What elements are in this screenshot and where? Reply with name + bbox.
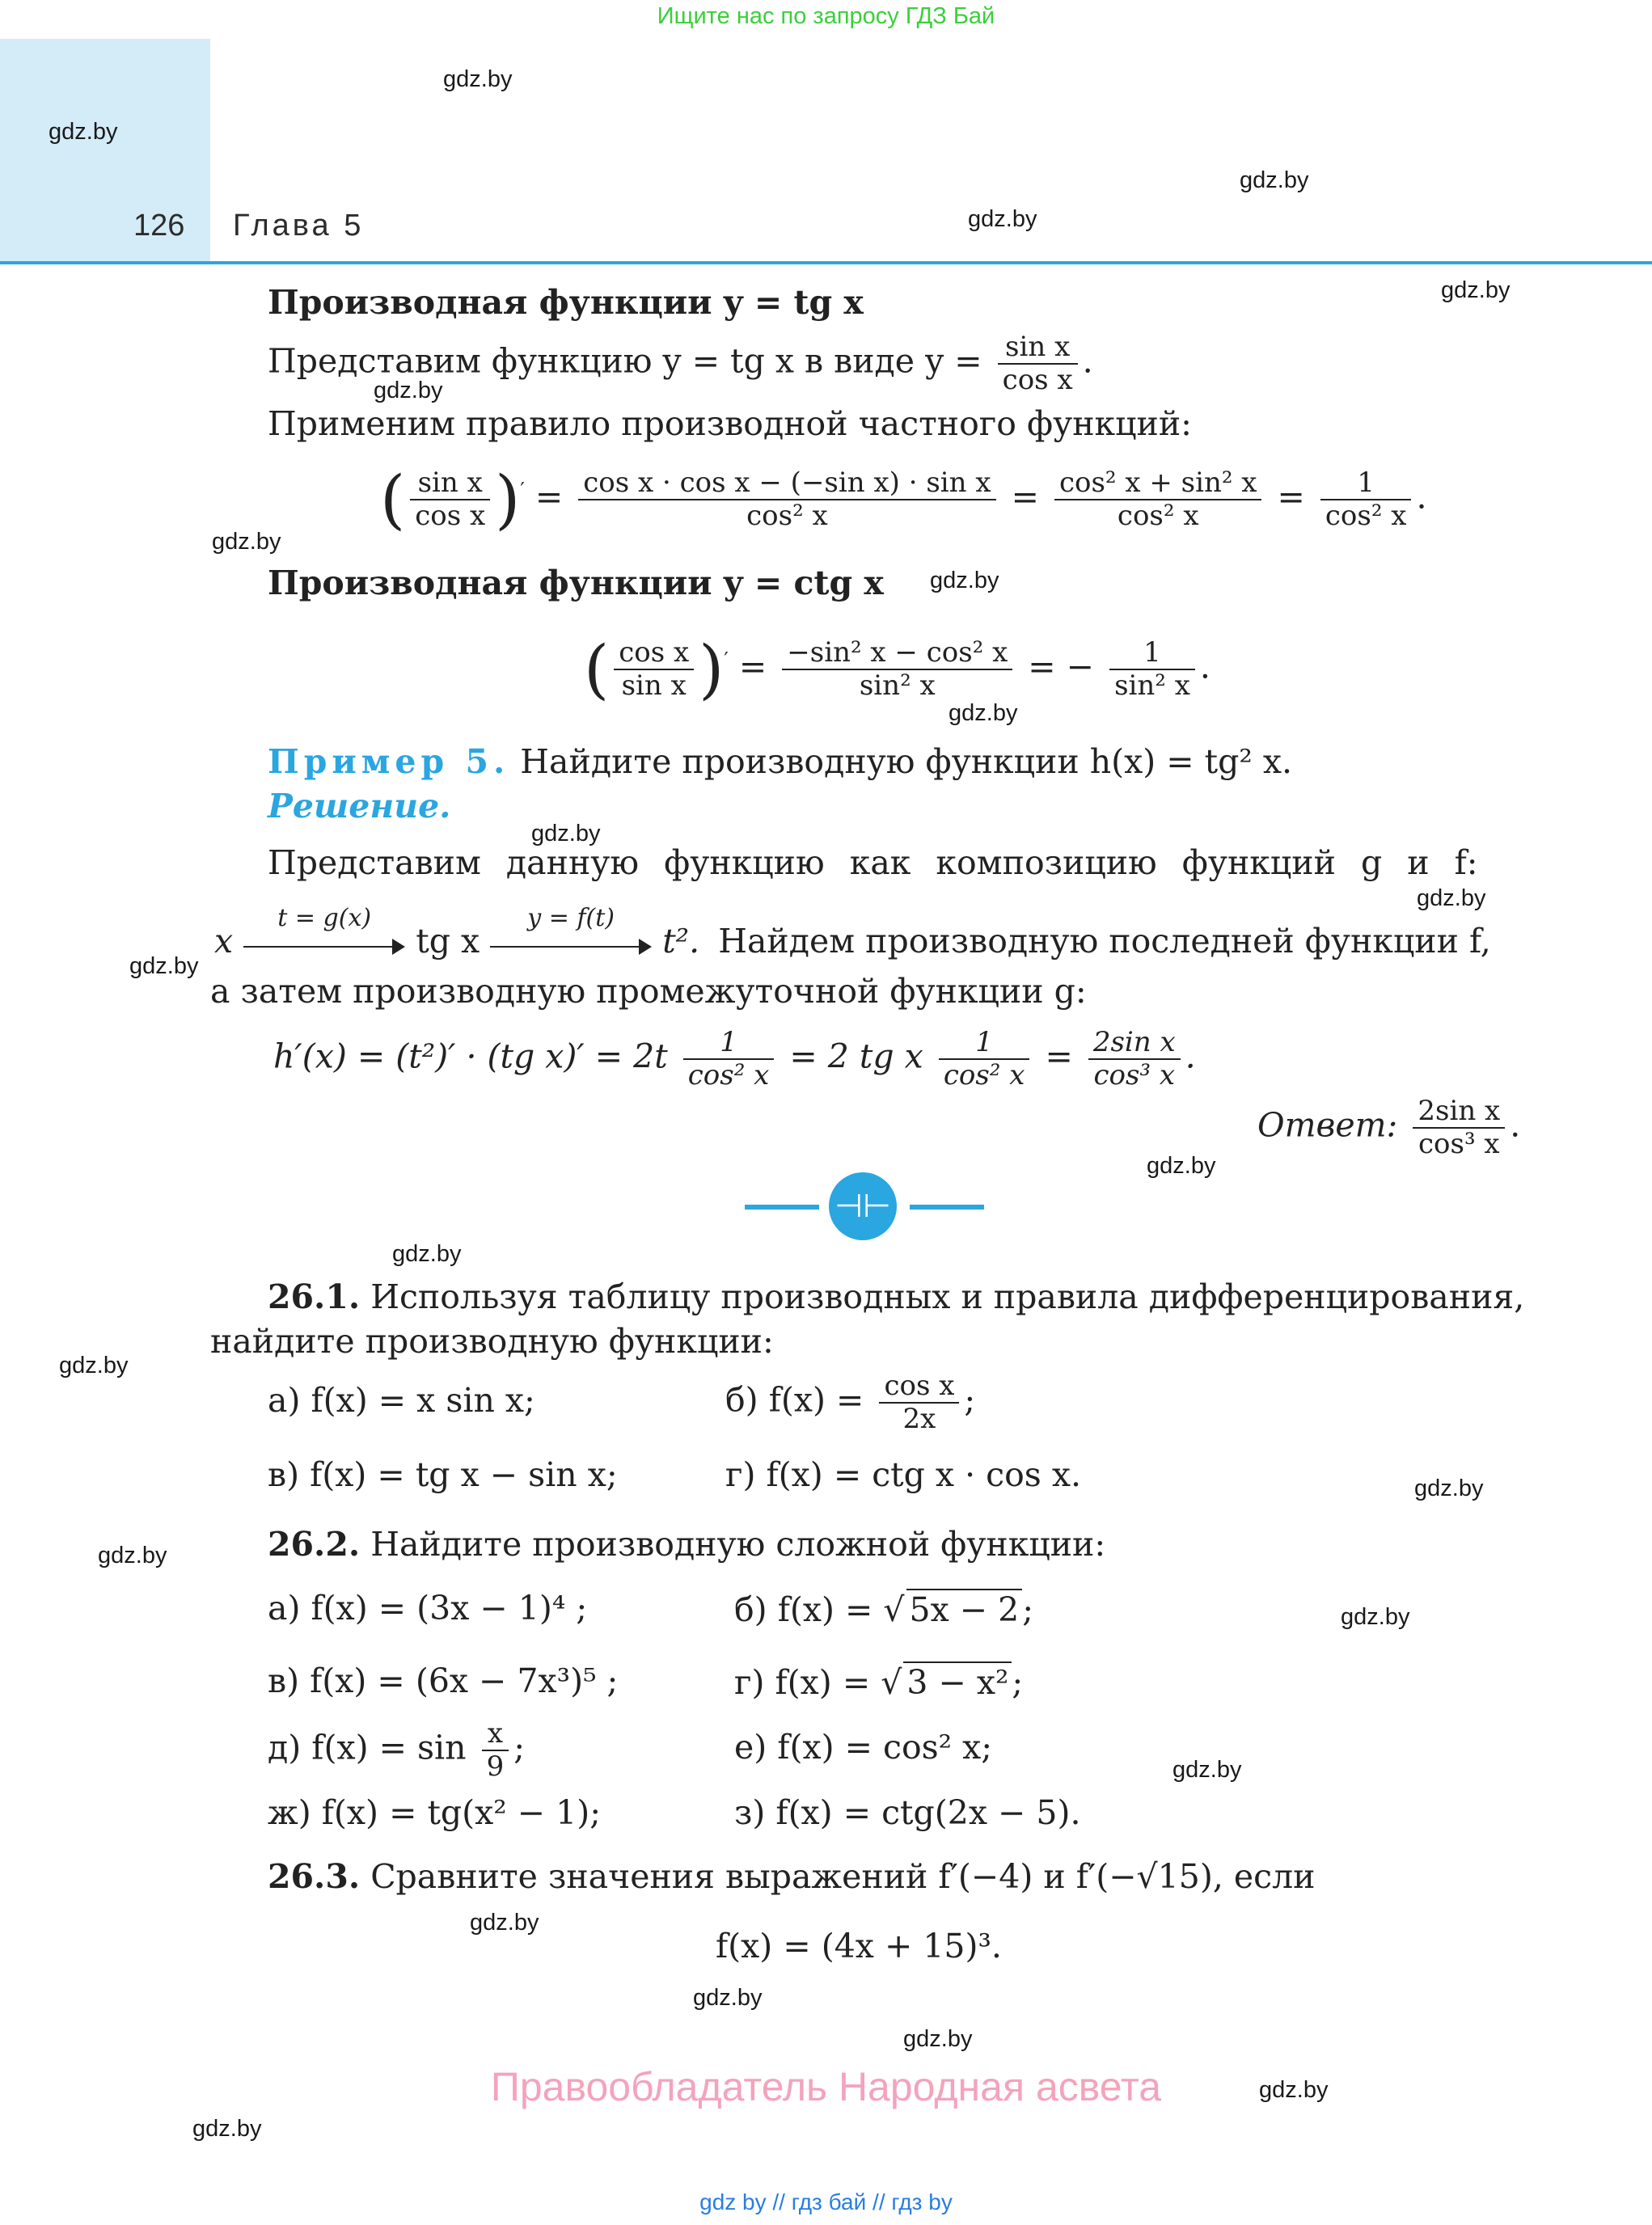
watermark: gdz.by [374,378,443,403]
ex-26-2-v: в) f(x) = (6x − 7x³)⁵ ; [268,1661,619,1700]
exercise-26-1: 26.1. Используя таблицу производных и правила дифференцирования, [268,1277,1525,1316]
watermark: gdz.by [192,2116,262,2142]
ex-26-2-z: з) f(x) = ctg(2x − 5). [734,1793,1081,1832]
answer-label: Ответ: [1257,1105,1398,1145]
watermark: gdz.by [949,700,1018,726]
exercise-26-3: 26.3. Сравните значения выражений f′(−4) и f′(−√15), если [268,1857,1316,1896]
example-label: Пример 5. [268,742,510,781]
ex-26-1-g: г) f(x) = ctg x · cos x. [725,1455,1082,1494]
arrow-f: y = f(t) [490,928,652,961]
watermark: gdz.by [1240,167,1309,193]
tg-derivative-formula: ( $\frac{\text{sin x}}{\text{cos x}}$ )′ = $\frac{\text{cos x · cos x − (−sin x) · sin x}}{\text{cos² x}}$ = $\frac{\text{cos² x + sin² x}}{\text{cos² x}}$ = $\frac{1}{\text{cos² x}}$ . [380,462,1427,537]
watermark: gdz.by [693,1985,763,2011]
watermark: gdz.by [59,1353,129,1378]
ex-26-1-v: в) f(x) = tg x − sin x; [268,1455,618,1494]
arrow-g: t = g(x) [243,928,405,961]
answer: Ответ: $\frac{\text{2sin x}}{\text{cos³ x}}$ . [1257,1095,1521,1161]
watermark: gdz.by [1172,1757,1242,1783]
tg-intro: Представим функцию y = tg x в виде y = $\frac{\text{sin x}}{\text{cos x}}$ . [268,331,1093,397]
top-banner[interactable]: Ищите нас по запросу ГДЗ Бай [657,3,995,29]
page-number: 126 [133,209,185,243]
ex-26-2-b: б) f(x) = √ 5x − 2; [734,1590,1034,1629]
watermark: gdz.by [1417,885,1486,911]
watermark: gdz.by [1414,1476,1484,1501]
watermark: gdz.by [212,529,281,555]
watermark: gdz.by [1147,1153,1216,1179]
watermark: gdz.by [1341,1604,1410,1630]
header-rule [0,261,1652,264]
ex-26-1-a: а) f(x) = x sin x; [268,1381,535,1420]
copyright-notice: Правообладатель Народная асвета [490,2064,1162,2109]
watermark: gdz.by [49,119,118,145]
derivative-computation: h′(x) = (t²)′ · (tg x)′ = 2t $\frac{1}{\text{cos² x}}$ = 2 tg x $\frac{1}{\text{cos² x}}$ = $\frac{\text{2sin x}}{\text{cos³ x}}$ . [273,1026,1196,1092]
exercise-26-2: 26.2. Найдите производную сложной функции: [268,1525,1106,1564]
example-task: Найдите производную функции h(x) = tg² x. [520,742,1293,781]
ctg-derivative-formula: ( $\frac{\text{cos x}}{\text{sin x}}$ )′ = $\frac{\text{−sin² x − cos² x}}{\text{sin² x}}$ = − $\frac{1}{\text{sin² x}}$ . [584,631,1210,707]
ex-26-2-zh: ж) f(x) = tg(x² − 1); [268,1793,602,1832]
watermark: gdz.by [470,1910,539,1936]
ex-26-2-a: а) f(x) = (3x − 1)⁴ ; [268,1589,588,1628]
chapter-title: Глава 5 [233,209,365,243]
watermark: gdz.by [129,953,199,979]
tg-rule-text: Применим правило производной частного функций: [268,404,1192,443]
ex-26-2-g: г) f(x) = √ 3 − x²; [734,1663,1024,1702]
footer-links[interactable]: gdz by // гдз бай // гдз by [699,2189,953,2214]
ex-26-3-equation: f(x) = (4x + 15)³. [716,1927,1002,1965]
watermark: gdz.by [1441,277,1510,303]
ex-26-1-b: б) f(x) = $\frac{\text{cos x}}{2x}$ ; [725,1370,976,1436]
dumbbell-icon: ⊣⊢ [829,1172,897,1240]
composition-chain: x t = g(x) tg x y = f(t) t². Найдем производную последней функции f, [214,903,1491,961]
watermark: gdz.by [443,66,513,92]
solution-label: Решение. [268,787,451,825]
watermark: gdz.by [1259,2077,1329,2103]
tg-intro-text: Представим функцию y = tg x в виде y = [268,341,982,381]
watermark: gdz.by [968,206,1037,232]
tg-heading: Производная функции y = tg x [268,283,864,322]
ex-26-2-e: е) f(x) = cos² x; [734,1728,993,1767]
exercise-divider [745,1172,987,1240]
exercise-26-1-cont: найдите производную функции: [210,1322,774,1361]
watermark: gdz.by [930,568,999,593]
watermark: gdz.by [392,1241,462,1267]
solution-text-3: а затем производную промежуточной функции g: [210,972,1087,1011]
ctg-heading: Производная функции y = ctg x [268,564,884,602]
watermark: gdz.by [98,1543,167,1568]
ex-26-2-d: д) f(x) = sin $\frac{x}{9}$ ; [268,1717,526,1784]
watermark: gdz.by [903,2026,973,2052]
solution-text-1: Представим данную функцию как композицию функций g и f: [268,843,1478,882]
sin-over-cos-fraction: $\frac{\text{sin x}}{\text{cos x}}$ [998,331,1078,396]
watermark: gdz.by [531,821,601,847]
example-5 [268,742,1292,782]
